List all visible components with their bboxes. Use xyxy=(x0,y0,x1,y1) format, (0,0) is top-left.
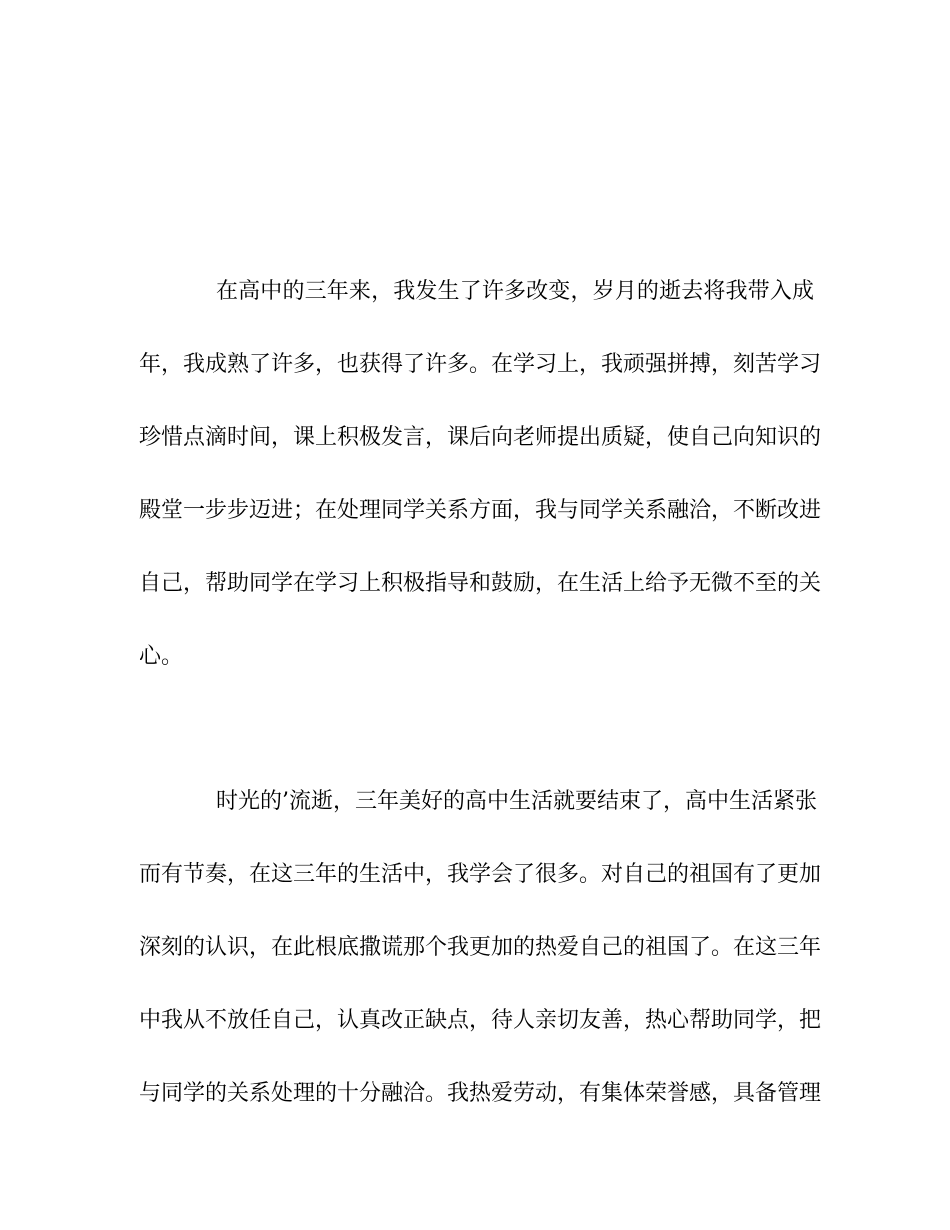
paragraph-line: 与同学的关系处理的十分融洽。我热爱劳动，有集体荣誉感，具备管理 xyxy=(139,1081,822,1106)
paragraph-line: 在高中的三年来，我发生了许多改变，岁月的逝去将我带入成 xyxy=(216,279,814,304)
paragraph-line: 自己，帮助同学在学习上积极指导和鼓励，在生活上给予无微不至的关 xyxy=(139,571,822,596)
paragraph-line: 年，我成熟了许多，也获得了许多。在学习上，我顽强拼搏，刻苦学习 xyxy=(139,352,822,377)
paragraph-line: 而有节奏，在这三年的生活中，我学会了很多。对自己的祖国有了更加 xyxy=(139,862,822,887)
paragraph-line: 中我从不放任自己，认真改正缺点，待人亲切友善，热心帮助同学，把 xyxy=(139,1008,822,1033)
paragraph-line: 时光的’流逝，三年美好的高中生活就要结束了，高中生活紧张 xyxy=(216,789,817,814)
paragraph-line: 心。 xyxy=(139,644,184,669)
paragraph-line: 殿堂一步步迈进；在处理同学关系方面，我与同学关系融洽，不断改进 xyxy=(139,498,822,523)
paragraph-line: 珍惜点滴时间，课上积极发言，课后向老师提出质疑，使自己向知识的 xyxy=(139,425,822,450)
paragraph-line: 深刻的认识，在此根底撒谎那个我更加的热爱自己的祖国了。在这三年 xyxy=(139,935,822,960)
